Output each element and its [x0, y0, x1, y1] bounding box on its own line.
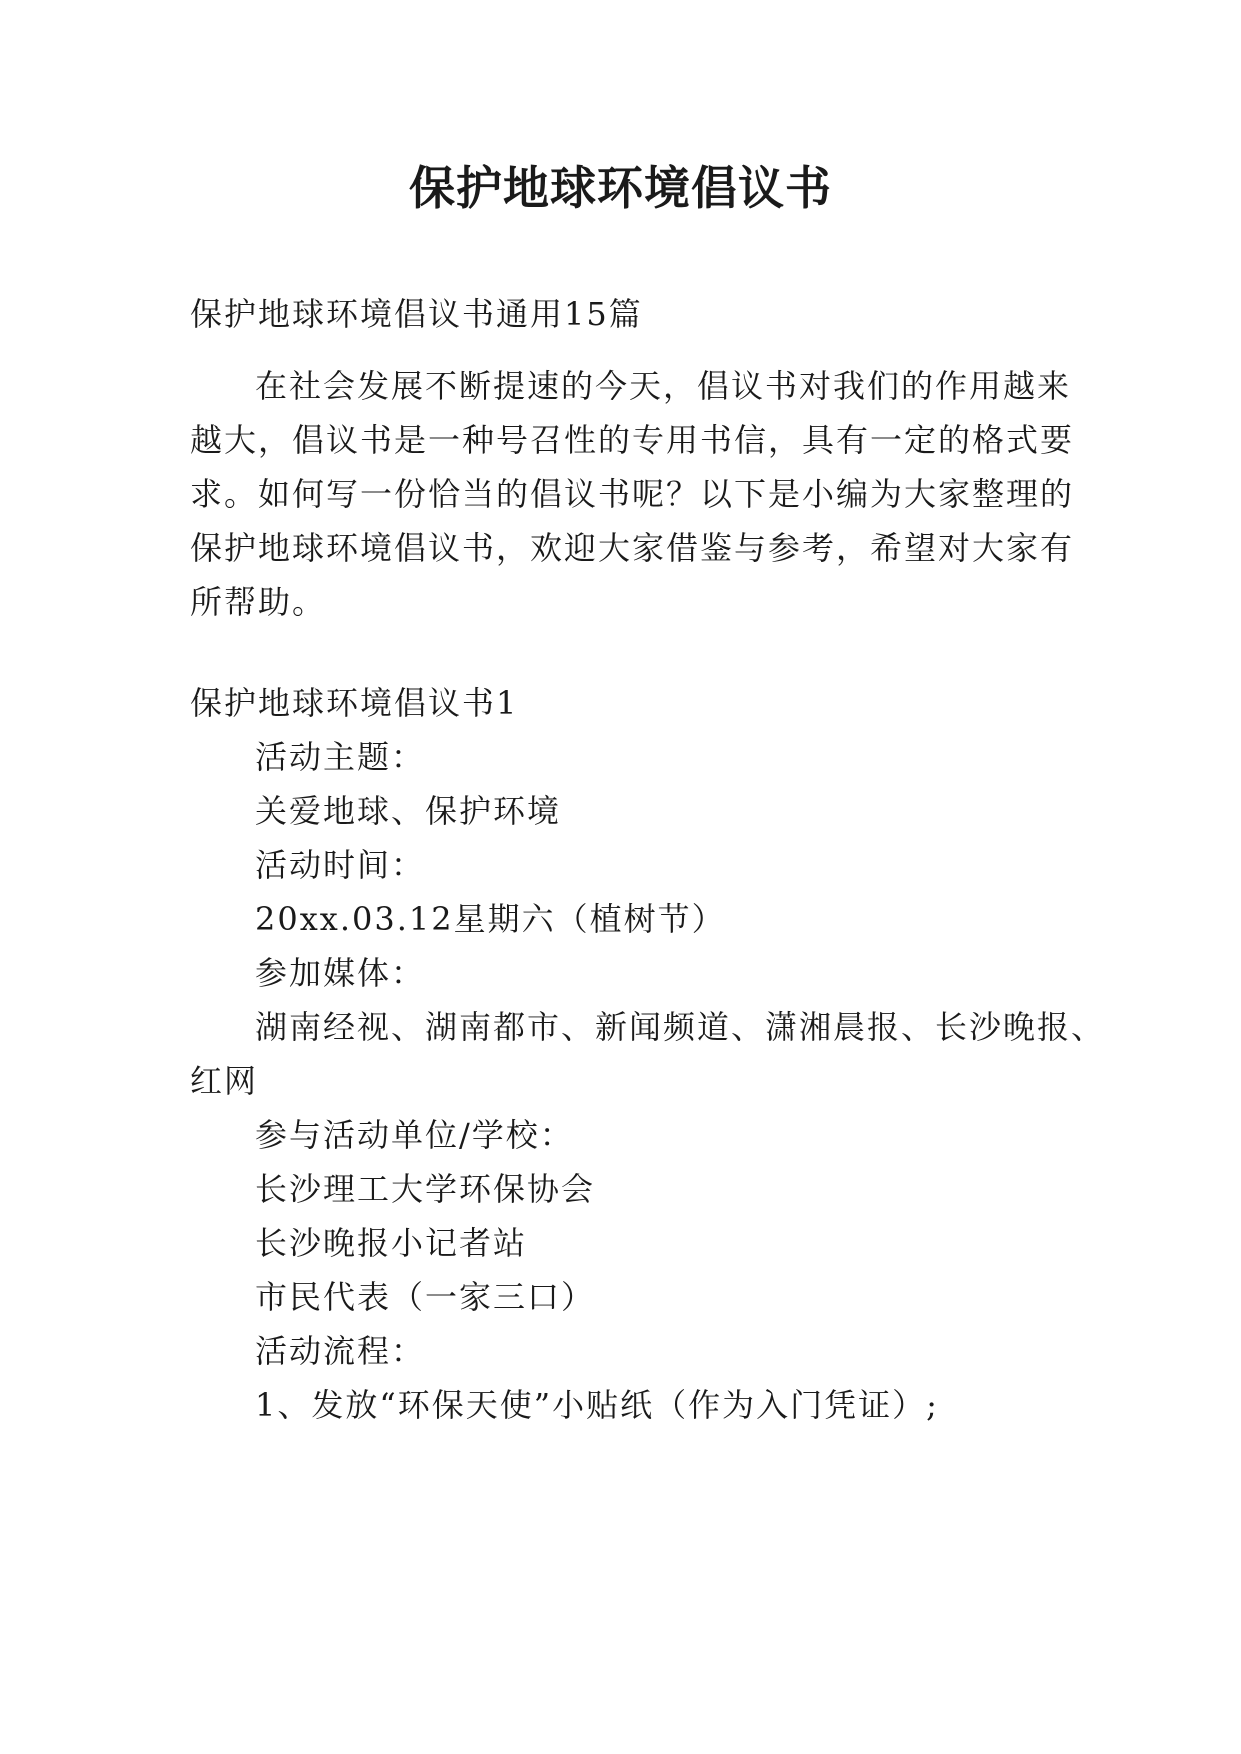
time-value: 20xx.03.12星期六（植树节）: [255, 900, 726, 938]
intro-line: 求。如何写一份恰当的倡议书呢？以下是小编为大家整理的: [190, 475, 1075, 513]
intro-line: 保护地球环境倡议书，欢迎大家借鉴与参考，希望对大家有: [190, 529, 1075, 567]
units-label: 参与活动单位/学校：: [255, 1116, 574, 1154]
unit-item: 市民代表（一家三口）: [255, 1278, 596, 1316]
unit-item: 长沙理工大学环保协会: [255, 1170, 596, 1208]
media-label: 参加媒体：: [255, 954, 426, 992]
document-title: 保护地球环境倡议书: [409, 161, 832, 215]
theme-label: 活动主题：: [255, 738, 426, 776]
intro-line: 越大，倡议书是一种号召性的专用书信，具有一定的格式要: [190, 421, 1075, 459]
intro-line: 在社会发展不断提速的今天，倡议书对我们的作用越来: [255, 367, 1072, 405]
process-step: 1、发放“环保天使”小贴纸（作为入门凭证）;: [255, 1386, 939, 1424]
document-subtitle: 保护地球环境倡议书通用15篇: [190, 295, 643, 333]
unit-item: 长沙晚报小记者站: [255, 1224, 528, 1262]
intro-line: 所帮助。: [190, 583, 327, 621]
time-label: 活动时间：: [255, 846, 426, 884]
theme-value: 关爱地球、保护环境: [255, 792, 562, 830]
section-heading: 保护地球环境倡议书1: [190, 684, 519, 722]
process-label: 活动流程：: [255, 1332, 426, 1370]
media-value-continued: 红网: [190, 1062, 259, 1100]
media-value: 湖南经视、湖南都市、新闻频道、潇湘晨报、长沙晚报、: [255, 1008, 1106, 1046]
